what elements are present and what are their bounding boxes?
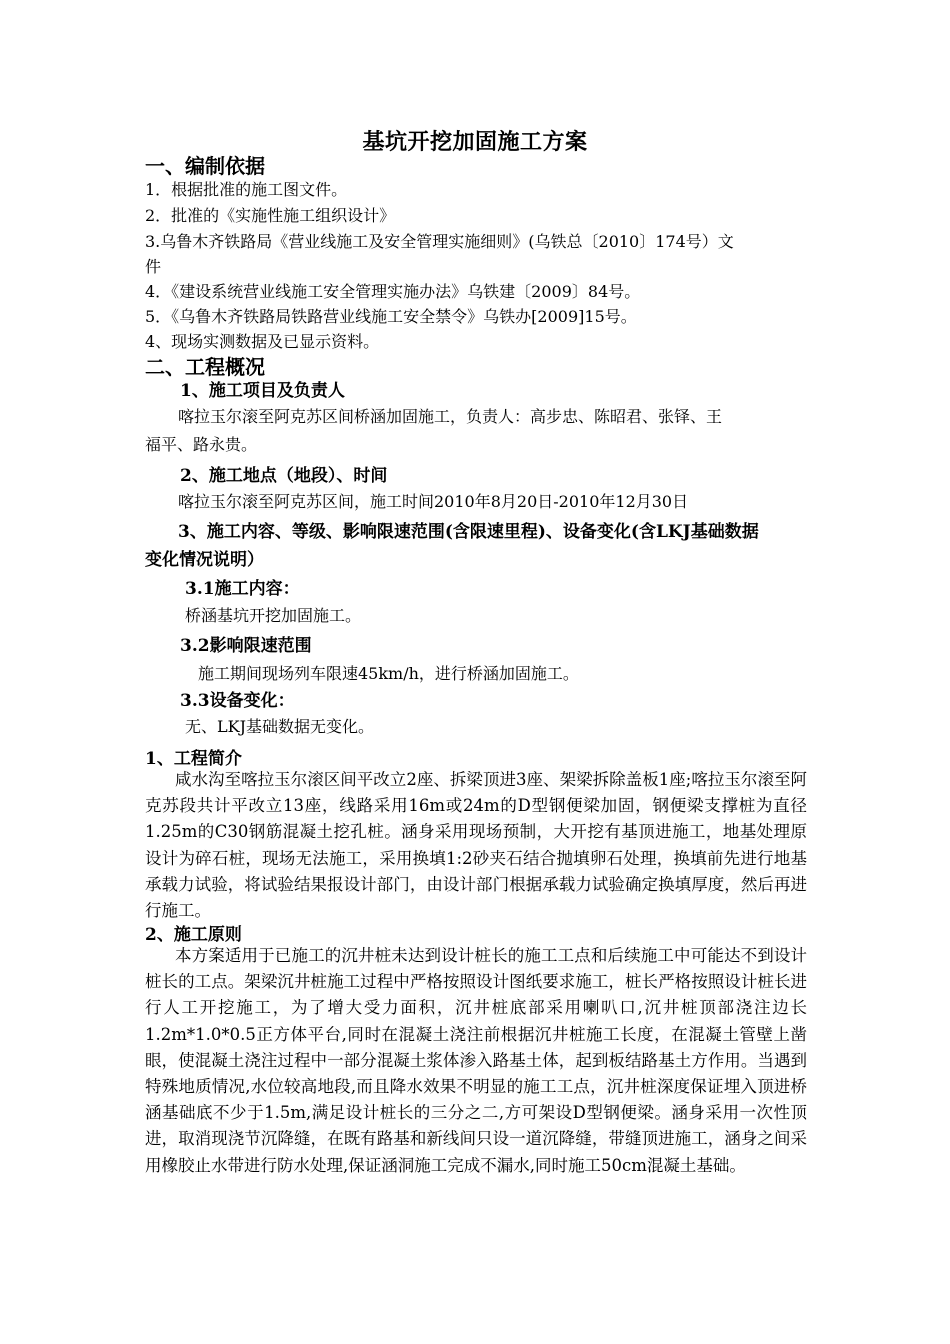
basis-item-1: 1．根据批准的施工图文件。 bbox=[145, 180, 348, 199]
intro-paragraph: 咸水沟至喀拉玉尔滚区间平改立2座、拆梁顶进3座、架梁拆除盖板1座;喀拉玉尔滚至阿克苏段共计平改立13座，线路采用16m或24m的D型钢便梁加固，钢便梁支撑桩为直径1.25m的C30钢筋混凝土挖孔桩。涵身采用现场预制，大开挖有基顶进施工，地基处理原设计为碎石桩，现场无法施工，采用换填1:2砂夹石结合抛填卵石处理，换填前先进行地基承载力试验，将试验结果报设计部门，由设计部门根据承载力试验确定换填厚度，然后再进行施工。 bbox=[145, 770, 807, 921]
intro-heading: 1、工程简介 bbox=[145, 749, 242, 769]
principle-heading: 2、施工原则 bbox=[145, 925, 242, 945]
sub3-heading-line2: 变化情况说明） bbox=[145, 550, 264, 570]
basis-item-3: 3.乌鲁木齐铁路局《营业线施工及安全管理实施细则》(乌铁总〔2010〕174号）文 bbox=[145, 232, 734, 251]
sub1-text-line1: 喀拉玉尔滚至阿克苏区间桥涵加固施工，负责人：高步忠、陈昭君、张铎、王 bbox=[178, 407, 723, 426]
s31-heading: 3.1施工内容： bbox=[185, 579, 300, 599]
s33-text: 无、LKJ基础数据无变化。 bbox=[185, 717, 374, 736]
s31-text: 桥涵基坑开挖加固施工。 bbox=[185, 606, 362, 625]
sub2-heading: 2、施工地点（地段）、时间 bbox=[180, 466, 388, 486]
s32-heading: 3.2影响限速范围 bbox=[180, 636, 312, 656]
basis-item-3-cont: 件 bbox=[145, 257, 162, 276]
basis-item-5: 5．《乌鲁木齐铁路局铁路营业线施工安全禁令》乌铁办[2009]15号。 bbox=[145, 307, 637, 326]
basis-item-6: 4、现场实测数据及已显示资料。 bbox=[145, 332, 380, 351]
principle-paragraph: 本方案适用于已施工的沉井桩未达到设计桩长的施工工点和后续施工中可能达不到设计桩长的工点。架梁沉井桩施工过程中严格按照设计图纸要求施工，桩长严格按照设计桩长进行人工开挖施工，为了增大受力面积，沉井桩底部采用喇叭口,沉井桩顶部浇注边长1.2m*1.0*0.5正方体平台,同时在混凝土浇注前根据沉井桩施工长度，在混凝土管壁上凿眼，使混凝土浇注过程中一部分混凝土浆体渗入路基土体，起到板结路基土方作用。当遇到特殊地质情况,水位较高地段,而且降水效果不明显的施工工点，沉井桩深度保证埋入顶进桥涵基础底不少于1.5m,满足设计桩长的三分之二,方可架设D型钢便梁。涵身采用一次性顶进，取消现浇节沉降缝，在既有路基和新线间只设一道沉降缝，带缝顶进施工，涵身之间采用橡胶止水带进行防水处理,保证涵洞施工完成不漏水,同时施工50cm混凝土基础。 bbox=[145, 946, 807, 1175]
sub1-heading: 1、施工项目及负责人 bbox=[180, 381, 345, 401]
basis-item-4: 4．《建设系统营业线施工安全管理实施办法》乌铁建〔2009〕84号。 bbox=[145, 282, 641, 301]
document-title: 基坑开挖加固施工方案 bbox=[362, 129, 588, 155]
basis-item-2: 2．批准的《实施性施工组织设计》 bbox=[145, 206, 396, 225]
sub1-text-line2: 福平、路永贵。 bbox=[145, 435, 258, 454]
s32-text: 施工期间现场列车限速45km/h，进行桥涵加固施工。 bbox=[198, 664, 579, 683]
section2-heading: 二、工程概况 bbox=[145, 355, 265, 379]
sub2-text: 喀拉玉尔滚至阿克苏区间，施工时间2010年8月20日-2010年12月30日 bbox=[178, 492, 689, 511]
s33-heading: 3.3设备变化： bbox=[180, 691, 295, 711]
sub3-heading-line1: 3、施工内容、等级、影响限速范围(含限速里程)、设备变化(含LKJ基础数据 bbox=[178, 522, 759, 542]
section1-heading: 一、编制依据 bbox=[145, 154, 265, 178]
